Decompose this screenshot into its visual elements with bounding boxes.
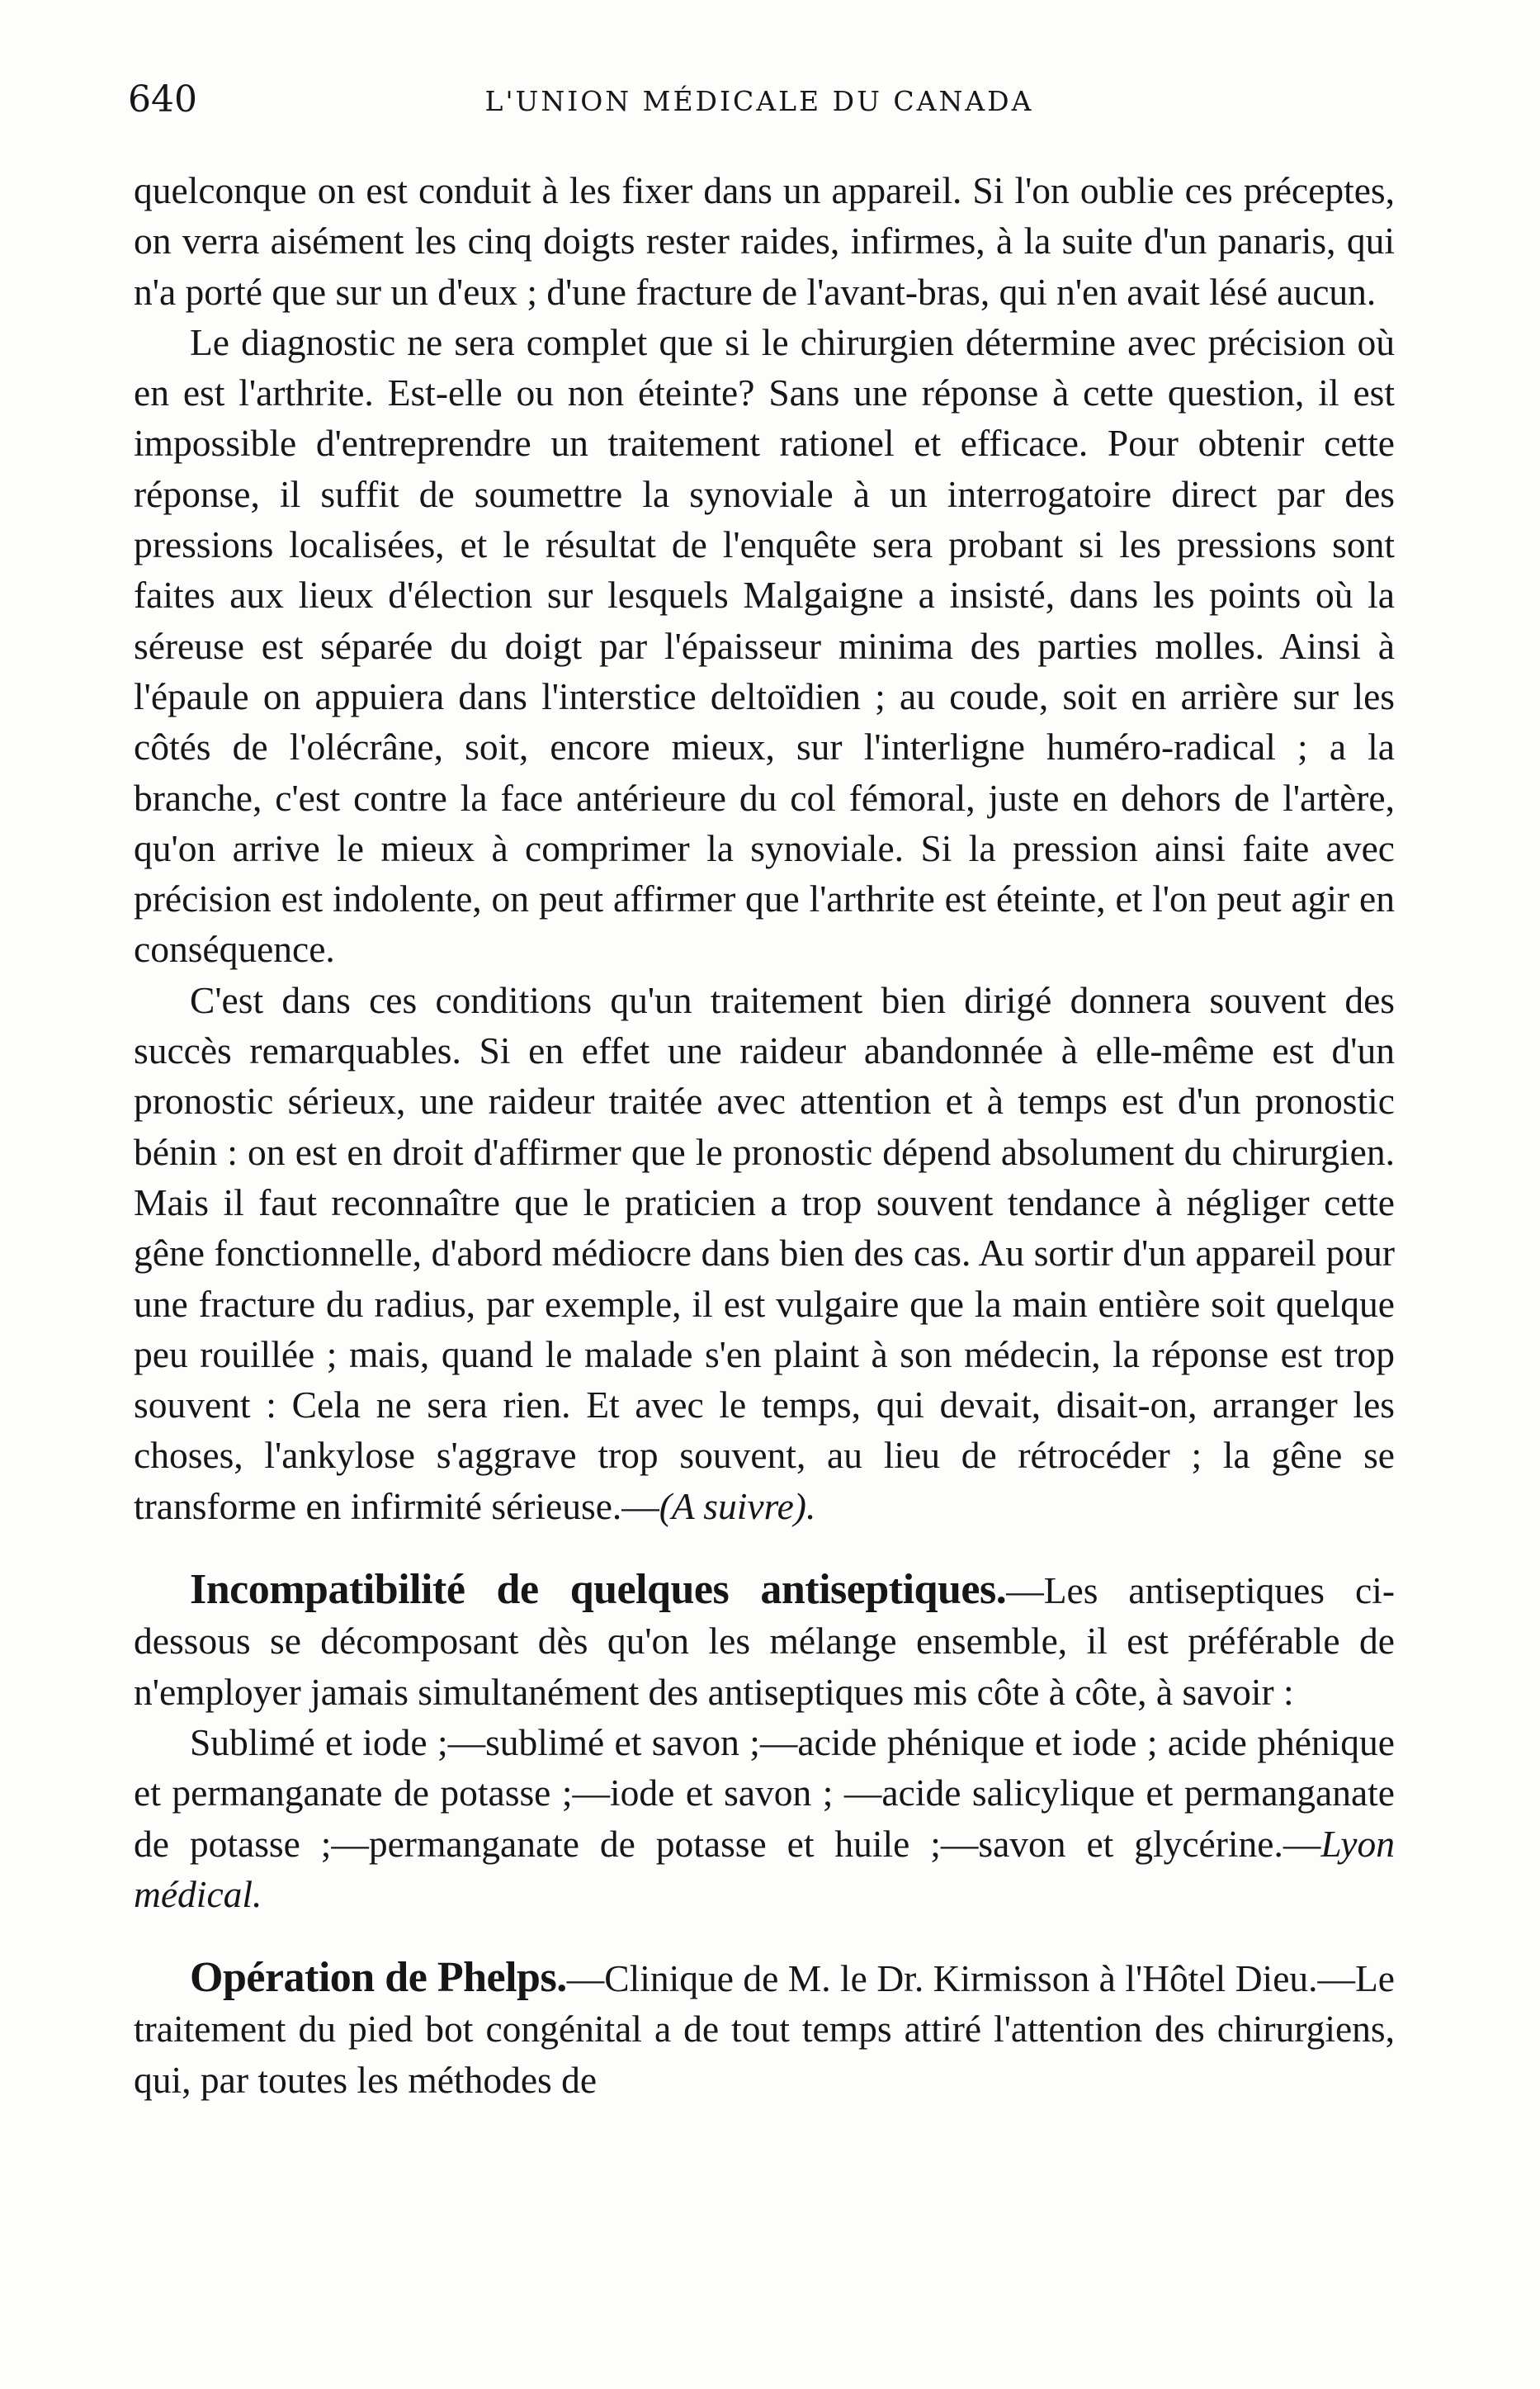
page-number: 640 xyxy=(128,78,197,121)
section-gap xyxy=(134,1919,1395,1952)
section-antiseptiques xyxy=(134,1564,1395,1717)
paragraph-continued: quelconque on est conduit à les fixer dans un appareil. Si l'on oublie ces préceptes, on verra aisément les cinq doigts rester raides, infirmes, à la suite d'un panaris, qui n'a porté que sur un d'eux ; d'une fracture de l'avant-bras, qui n'en avait lésé aucun. xyxy=(134,169,1395,313)
antiseptiques-list xyxy=(134,1717,1395,1919)
page-header xyxy=(128,78,1391,136)
section-title-phelps: Opération de Phelps. xyxy=(190,1954,567,2002)
section-phelps-text: —Clinique de M. le Dr. Kirmisson à l'Hôtel Dieu.—Le traitement du pied bot congénital a de tout temps attiré l'attention des chirurgiens, qui, par toutes les méthodes de xyxy=(134,1957,1396,2101)
article-body xyxy=(134,165,1395,2105)
section-title-antiseptiques: Incompatibilité de quelques antiseptiques. xyxy=(190,1566,1007,1614)
section-intro-antiseptiques: —Les antiseptiques ci-dessous se décomposant dès qu'on les mélange ensemble, il est préférable de n'employer jamais simultanément des antiseptiques mis côte à côte, à savoir : xyxy=(134,1569,1395,1713)
paragraph-diagnostic: Le diagnostic ne sera complet que si le chirurgien détermine avec précision où en est l'arthrite. Est-elle ou non éteinte? Sans une réponse à cette question, il est impossible d'entreprendre un traitement rationel et efficace. Pour obtenir cette réponse, il suffit de soumettre la synoviale à un interrogatoire direct par des pressions localisées, et le résultat de l'enquête sera probant si les pressions sont faites aux lieux d'élection sur lesquels Malgaigne a insisté, dans les points où la séreuse est séparée du doigt par l'épaisseur minima des parties molles. Ainsi à l'épaule on appuiera dans l'interstice deltoïdien ; au coude, soit en arrière sur les côtés de l'olécrâne, soit, encore mieux, sur l'interligne huméro-radical ; a la branche, c'est contre la face antérieure du col fémoral, juste en dehors de l'artère, qu'on arrive le mieux à comprimer la synoviale. Si la pression ainsi faite avec précision est indolente, on peut affirmer que l'arthrite est éteinte, et l'on peut agir en conséquence. xyxy=(134,320,1395,971)
section-phelps xyxy=(134,1952,1395,2105)
section-gap xyxy=(134,1531,1395,1564)
paragraph-treatment-text: C'est dans ces conditions qu'un traitement bien dirigé donnera souvent des succès remarquables. Si en effet une raideur abandonnée à elle-même est d'un pronostic sérieux, une raideur traitée avec attention et à temps est d'un pronostic bénin : on est en droit d'affirmer que le pronostic dépend absolument du chirurgien. Mais il faut reconnaître que le praticien a trop souvent tendance à négliger cette gêne fonctionnelle, d'abord médiocre dans bien des cas. Au sortir d'un appareil pour une fracture du radius, par exemple, il est vulgaire que la main entière soit quelque peu rouillée ; mais, quand le malade s'en plaint à son médecin, la réponse est trop souvent : Cela ne sera rien. Et avec le temps, qui devait, disait-on, arranger les choses, l'ankylose s'aggrave trop souvent, au lieu de rétrocéder ; la gêne se transforme en infirmité sérieuse.— xyxy=(134,978,1395,1527)
to-be-continued-note: (A suivre). xyxy=(659,1484,816,1527)
running-title: L'UNION MÉDICALE DU CANADA xyxy=(484,85,1034,117)
source-citation: Lyon médical. xyxy=(134,1822,1395,1915)
antiseptiques-list-text: Sublimé et iode ;—sublimé et savon ;—acide phénique et iode ; acide phénique et permanganate de potasse ;—iode et savon ; —acide salicylique et permanganate de potasse ;—permanganate de potasse et huile ;—savon et glycérine.— xyxy=(134,1720,1395,1865)
paragraph-treatment xyxy=(134,975,1395,1531)
